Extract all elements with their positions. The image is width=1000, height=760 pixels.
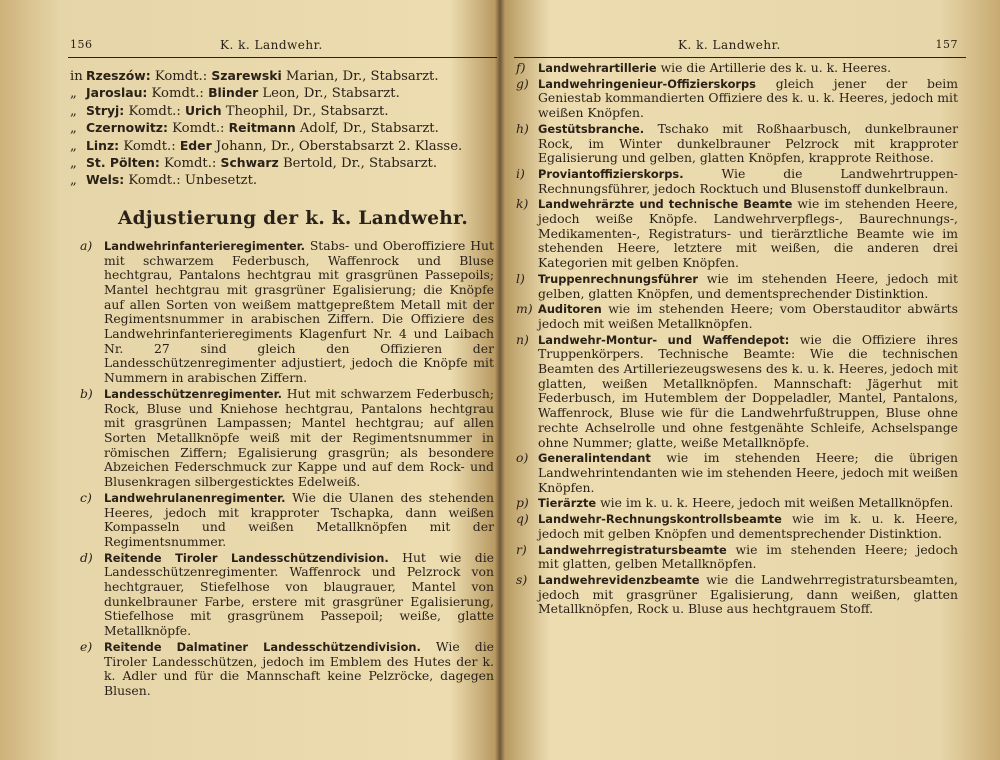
commander-name: Urich [184,102,222,118]
entry-heading: Landwehrartillerie [538,61,657,75]
entry-text: wie im k. u. k. Heere, jedoch mit gelben Knöpfen und dementsprechender Distinktion. [538,511,958,541]
commander-details: Leon, Dr., Stabsarzt. [258,86,400,102]
entry-text: wie im stehenden Heere; die übrigen Landwehrintendanten wie im stehenden Heere, jedoch mit weißen Knöpfen. [538,450,958,495]
entry-heading: Truppenrechnungsführer [538,271,698,286]
uniform-entry [70,239,494,386]
entry-letter: a) [80,237,93,253]
entry-letter: b) [80,385,93,401]
entry-heading: Landwehringenieur-Offizierskorps [538,76,756,91]
page-number: 156 [70,38,93,51]
entry-letter: g) [516,75,529,91]
entry-text: Stabs- und Oberoffiziere Hut mit schwarzem Federbusch, Waffenrock und Bluse hechtgrau, Pantalons hechtgrau mit grasgrünen Passepoils; Mantel hechtgrau mit grasgrüner Egalisierung; die Knöpfe auf allen Sorten von weißem mattgepreßtem Metall mit der Regimentsnummer in arabischen Ziffern. Die Offiziere des Landwehrinfanterieregiments Klagenfurt Nr. 4 und Laibach Nr. 27 sind gleich den Offizieren der Landesschützenregimenter adjustiert, jedoch die Knöpfe mit Nummern in arabischen Ziffern. [104,237,494,386]
place-name: St. Pölten: [86,155,160,171]
uniform-entry [510,122,958,166]
entry-text: Hut wie die Landesschützenregimenter. Waffenrock und Pelzrock von hechtgrauer, Stiefelhose von blaugrauer, Mantel von dunkelbrauner Farbe, erstere mit grasgrüner Egalisierung, Stiefelhose mit grasgrünem Passepoil; weiße, glatte Metallknöpfe. [104,549,494,639]
uniform-entry [70,491,494,550]
uniform-entries-right [510,61,958,617]
running-title: K. k. Landwehr. [220,38,323,52]
uniform-entry [510,197,958,271]
entry-text: wie die Artillerie des k. u. k. Heeres. [656,60,892,75]
header-rule [514,57,966,58]
uniform-entry [510,451,958,495]
entry-heading: Generalintendant [538,451,651,466]
uniform-entry [510,543,958,572]
command-label: Komdt.: [167,121,229,137]
line-lead: „ [70,173,77,189]
entry-heading: Proviantoffizierskorps. [538,166,684,181]
line-lead: „ [70,156,77,172]
commander-details: Bertold, Dr., Stabsarzt. [278,156,438,172]
command-label: Komdt.: [147,86,209,102]
command-label: Komdt.: [150,69,212,84]
command-line [70,85,494,102]
entry-text: wie im stehenden Heere; jedoch mit glatten, gelben Metallknöpfen. [538,541,958,572]
place-name: Stryj: [86,102,125,118]
place-name: Wels: [86,172,125,188]
line-lead: „ [70,86,77,102]
place-name: Czernowitz: [86,120,168,136]
uniform-entry [70,551,494,639]
entry-heading: Landesschützenregimenter. [104,386,282,401]
entry-text: Wie die Ulanen des stehenden Heeres, jedoch mit krapproter Tschapka, dann weißen Kompasseln und weißen Metallknöpfen mit der Regimentsnummer. [104,489,494,549]
uniform-entry [510,512,958,541]
entry-heading: Landwehrregistratursbeamte [538,542,727,557]
command-label: Komdt.: [159,156,221,172]
entry-heading: Reitende Tiroler Landesschützendivision. [104,550,389,565]
line-lead: in [70,69,83,84]
uniform-entry [510,302,958,331]
entry-heading: Landwehrärzte und technische Beamte [538,197,793,212]
entry-heading: Landwehrinfanterieregimenter. [104,238,305,253]
commander-name: Reitmann [228,120,296,136]
uniform-entries-left [70,239,494,699]
entry-letter: i) [516,165,525,181]
entry-text: Tschako mit Roßhaarbusch, dunkelbrauner Rock, im Winter dunkelbrauner Pelzrock mit krapproter Egalisierung und gelben, glatten Knöpfen, krapprote Reithose. [538,120,958,166]
commander-name: Szarewski [211,68,282,83]
entry-letter: q) [516,511,529,527]
entry-heading: Auditoren [538,302,602,317]
entry-letter: n) [516,331,529,347]
entry-letter: d) [80,549,93,565]
entry-text: Wie die Tiroler Landesschützen, jedoch im Emblem des Hutes der k. k. Adler und für die Mannschaft keine Pelzröcke, dagegen Blusen. [104,638,494,698]
commander-details: Theophil, Dr., Stabsarzt. [221,103,389,119]
uniform-entry [510,77,958,121]
command-label: Komdt.: Unbesetzt. [124,173,258,189]
entry-text: gleich jener der beim Geniestab kommandierten Offiziere des k. u. k. Heeres, jedoch mit weißen Knöpfen. [538,75,958,121]
uniform-entry [70,640,494,699]
uniform-entry [510,496,958,511]
section-title: Adjustierung der k. k. Landwehr. [118,207,469,229]
entry-text: Hut mit schwarzem Federbusch; Rock, Bluse und Kniehose hechtgrau, Pantalons hechtgrau mit grasgrünen Lampassen; Mantel hechtgrau; auf allen Sorten Metallknöpfe weiß mit der Regimentsnummer in römischen Ziffern; Egalisierung grasgrün; als besondere Abzeichen Federschmuck zur Kappe und auf dem Rock- und Blusenkragen silbergesticktes Edelweiß. [104,385,494,490]
entry-letter: c) [80,489,92,505]
command-line [70,103,494,120]
uniform-entry [510,61,958,76]
entry-heading: Landwehr-Montur- und Waffendepot: [538,332,790,347]
running-title: K. k. Landwehr. [678,38,781,52]
entry-text: wie im stehenden Heere, jedoch mit gelben, glatten Knöpfen, und dementsprechender Distinktion. [538,270,958,301]
commander-details: Marian, Dr., Stabsarzt. [281,69,439,84]
commander-details: Adolf, Dr., Stabsarzt. [295,121,439,137]
command-line [70,172,494,189]
command-line [70,68,494,85]
place-name: Jaroslau: [86,85,148,101]
commander-name: Schwarz [220,155,279,171]
entry-text: Wie die Landwehrtruppen-Rechnungsführer, jedoch Rocktuch und Blusenstoff dunkelbraun. [538,165,958,196]
entry-letter: e) [80,638,93,654]
entry-letter: l) [516,270,525,286]
command-line [70,120,494,137]
left-page-header [70,30,494,58]
entry-text: wie die Offiziere ihres Truppenkörpers. Technische Beamte: Wie die technischen Beamten des Artilleriezeugswesens des k. u. k. Heeres, jedoch mit glatten, weißen Metallknöpfen. Mannschaft: Jägerhut mit Federbusch, im Hutemblem der Doppeladler, Mantel, Pantalons, Waffenrock, Bluse wie für die Landwehrfußtruppen, Bluse ohne rechte Achselrolle und ohne festgenähte Schleife, Achselspange ohne Nummer; glatte, weiße Metallknöpfe. [538,331,958,450]
entry-text: wie die Landwehrregistratursbeamten, jedoch mit grasgrüner Egalisierung, dann weißen, glatten Metallknöpfen, Rock u. Bluse aus hechtgrauem Stoff. [538,571,958,617]
command-list [70,68,494,190]
entry-heading: Landwehrulanenregimenter. [104,490,286,505]
uniform-entry [510,573,958,617]
place-name: Rzeszów: [86,68,151,83]
commander-details: Johann, Dr., Oberstabsarzt 2. Klasse. [211,138,463,154]
entry-letter: s) [516,571,528,587]
uniform-entry [70,387,494,490]
entry-heading: Reitende Dalmatiner Landesschützendivision. [104,639,421,654]
right-page-header [510,30,958,58]
entry-heading: Gestütsbranche. [538,121,645,136]
entry-letter: m) [516,301,533,317]
command-label: Komdt.: [119,138,180,154]
command-line [70,155,494,172]
uniform-entry [510,333,958,451]
entry-text: wie im stehenden Heere, jedoch weiße Knöpfe. Landwehrverpflegs-, Baurechnungs-, Medikamenten-, Registraturs- und tierärztliche Beamte wie im stehenden Heere, letztere mit weißen, die anderen drei Kategorien mit gelben Knöpfen. [538,196,958,271]
entry-text: wie im k. u. k. Heere, jedoch mit weißen Metallknöpfen. [596,495,954,511]
page-number: 157 [935,38,958,51]
command-label: Komdt.: [124,103,185,119]
place-name: Linz: [86,137,120,153]
entry-letter: r) [516,541,527,557]
entry-heading: Tierärzte [538,496,597,511]
uniform-entry [510,167,958,196]
commander-name: Eder [179,137,212,153]
entry-heading: Landwehr-Rechnungskontrollsbeamte [538,512,782,527]
line-lead: „ [70,138,77,154]
uniform-entry [510,272,958,301]
entry-letter: k) [516,196,529,212]
entry-letter: p) [516,495,529,511]
entry-text: wie im stehenden Heere; vom Oberstauditor abwärts jedoch mit weißen Metallknöpfen. [538,301,958,331]
header-rule [68,57,497,58]
command-line [70,138,494,155]
entry-letter: h) [516,120,529,136]
entry-letter: o) [516,450,529,466]
line-lead: „ [70,103,77,119]
commander-name: Blinder [208,85,259,101]
line-lead: „ [70,121,77,137]
entry-letter: f) [516,60,526,75]
right-page [500,0,1000,760]
entry-heading: Landwehrevidenzbeamte [538,572,700,587]
